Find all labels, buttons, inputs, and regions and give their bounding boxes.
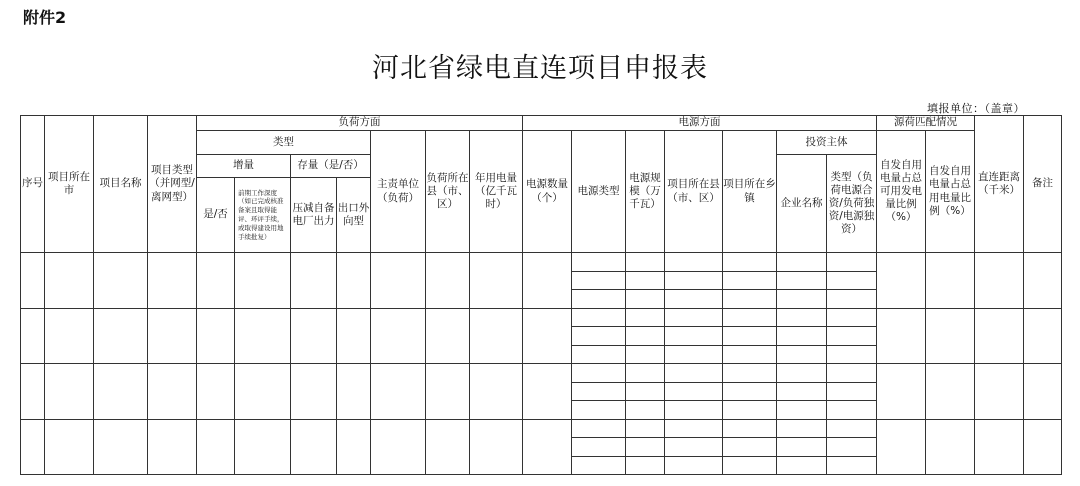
table-cell[interactable] (426, 308, 470, 364)
col-proj-town: 项目所在乡镇 (723, 131, 777, 253)
col-reduce-self: 压减自备电厂出力 (291, 178, 337, 253)
table-cell[interactable] (337, 364, 371, 420)
table-cell[interactable] (665, 253, 723, 272)
table-cell[interactable] (777, 290, 827, 309)
col-incremental: 增量 (197, 155, 291, 178)
table-cell[interactable] (1024, 419, 1062, 475)
table-cell[interactable] (665, 271, 723, 290)
col-ratio-gen: 自发自用电量占总可用发电量比例（%） (877, 131, 926, 253)
table-cell[interactable] (723, 419, 777, 438)
table-cell[interactable] (926, 253, 975, 309)
table-cell[interactable] (470, 419, 523, 475)
table-cell[interactable] (877, 364, 926, 420)
table-cell[interactable] (371, 253, 426, 309)
form-body (21, 253, 1062, 475)
table-cell[interactable] (572, 456, 626, 475)
table-cell[interactable] (371, 419, 426, 475)
table-cell[interactable] (975, 308, 1024, 364)
table-cell[interactable] (777, 456, 827, 475)
table-cell[interactable] (337, 419, 371, 475)
table-cell[interactable] (626, 419, 665, 438)
col-stock: 存量（是/否） (291, 155, 371, 178)
table-cell[interactable] (777, 345, 827, 364)
table-cell[interactable] (827, 271, 877, 290)
table-cell[interactable] (877, 419, 926, 475)
table-cell[interactable] (723, 327, 777, 346)
table-cell[interactable] (723, 308, 777, 327)
table-cell[interactable] (665, 419, 723, 438)
attachment-label: 附件2 (23, 8, 67, 27)
table-cell[interactable] (723, 253, 777, 272)
table-cell[interactable] (626, 456, 665, 475)
table-cell[interactable] (827, 308, 877, 327)
col-source-type: 电源类型 (572, 131, 626, 253)
table-cell[interactable] (723, 382, 777, 401)
table-cell[interactable] (371, 364, 426, 420)
table-cell[interactable] (572, 401, 626, 420)
form-title: 河北省绿电直连项目申报表 (372, 53, 708, 84)
table-cell[interactable] (21, 308, 45, 364)
table-cell[interactable] (827, 419, 877, 438)
table-cell[interactable] (523, 419, 572, 475)
table-cell[interactable] (426, 364, 470, 420)
table-cell[interactable] (572, 364, 626, 383)
table-cell[interactable] (572, 308, 626, 327)
table-row (21, 419, 1062, 438)
table-cell[interactable] (665, 382, 723, 401)
table-cell[interactable] (523, 308, 572, 364)
table-cell[interactable] (777, 364, 827, 383)
table-cell[interactable] (777, 438, 827, 457)
table-cell[interactable] (723, 345, 777, 364)
table-cell[interactable] (235, 419, 291, 475)
table-cell[interactable] (197, 308, 235, 364)
table-cell[interactable] (723, 271, 777, 290)
table-cell[interactable] (665, 345, 723, 364)
table-cell[interactable] (572, 253, 626, 272)
col-distance: 直连距离（千米） (975, 116, 1024, 253)
filling-unit-label: 填报单位：（盖章） (927, 102, 1025, 115)
table-cell[interactable] (723, 438, 777, 457)
table-cell[interactable] (626, 271, 665, 290)
table-cell[interactable] (723, 456, 777, 475)
table-cell[interactable] (777, 382, 827, 401)
table-cell[interactable] (1024, 253, 1062, 309)
table-cell[interactable] (723, 290, 777, 309)
table-cell[interactable] (291, 419, 337, 475)
table-cell[interactable] (94, 253, 148, 309)
table-cell[interactable] (777, 271, 827, 290)
table-row (21, 253, 1062, 272)
table-cell[interactable] (470, 364, 523, 420)
table-cell[interactable] (665, 327, 723, 346)
col-company-name: 企业名称 (777, 155, 827, 253)
table-cell[interactable] (45, 364, 94, 420)
table-cell[interactable] (665, 364, 723, 383)
table-cell[interactable] (626, 401, 665, 420)
group-source: 电源方面 (523, 116, 877, 131)
col-remarks: 备注 (1024, 116, 1062, 253)
table-cell[interactable] (626, 327, 665, 346)
table-cell[interactable] (572, 290, 626, 309)
table-cell[interactable] (626, 364, 665, 383)
table-cell[interactable] (148, 308, 197, 364)
col-type: 项目类型（并网型/离网型） (148, 116, 197, 253)
table-cell[interactable] (94, 308, 148, 364)
table-cell[interactable] (877, 308, 926, 364)
col-investor-type: 类型（负荷电源合资/负荷独资/电源独资） (827, 155, 877, 253)
table-cell[interactable] (827, 345, 877, 364)
table-cell[interactable] (626, 253, 665, 272)
table-cell[interactable] (1024, 308, 1062, 364)
col-ratio-use: 自发自用电量占总用电量比例（%） (926, 131, 975, 253)
table-cell[interactable] (337, 308, 371, 364)
table-cell[interactable] (877, 253, 926, 309)
table-cell[interactable] (777, 327, 827, 346)
col-responsible-unit: 主责单位（负荷） (371, 131, 426, 253)
table-row (21, 308, 1062, 327)
table-cell[interactable] (45, 419, 94, 475)
table-row (21, 364, 1062, 383)
col-category: 类型 (197, 131, 371, 155)
table-cell[interactable] (426, 253, 470, 309)
table-cell[interactable] (523, 253, 572, 309)
table-cell[interactable] (975, 253, 1024, 309)
table-cell[interactable] (827, 327, 877, 346)
table-cell[interactable] (926, 419, 975, 475)
table-cell[interactable] (45, 253, 94, 309)
table-cell[interactable] (235, 308, 291, 364)
table-cell[interactable] (975, 364, 1024, 420)
group-load: 负荷方面 (197, 116, 523, 131)
table-cell[interactable] (291, 253, 337, 309)
col-source-scale: 电源规模（万千瓦） (626, 131, 665, 253)
table-cell[interactable] (626, 345, 665, 364)
table-cell[interactable] (777, 253, 827, 272)
table-cell[interactable] (975, 419, 1024, 475)
table-cell[interactable] (827, 364, 877, 383)
table-cell[interactable] (572, 345, 626, 364)
table-cell[interactable] (235, 364, 291, 420)
table-cell[interactable] (665, 401, 723, 420)
group-match: 源荷匹配情况 (877, 116, 975, 131)
table-cell[interactable] (626, 382, 665, 401)
col-name: 项目名称 (94, 116, 148, 253)
table-cell[interactable] (665, 438, 723, 457)
table-cell[interactable] (572, 327, 626, 346)
table-cell[interactable] (371, 308, 426, 364)
col-investor: 投资主体 (777, 131, 877, 155)
table-cell[interactable] (665, 456, 723, 475)
col-yes-no: 是/否 (197, 178, 235, 253)
table-cell[interactable] (777, 401, 827, 420)
table-cell[interactable] (523, 364, 572, 420)
application-form-table (20, 115, 1062, 475)
table-cell[interactable] (148, 364, 197, 420)
table-cell[interactable] (572, 382, 626, 401)
table-cell[interactable] (827, 438, 877, 457)
table-cell[interactable] (148, 253, 197, 309)
table-cell[interactable] (197, 253, 235, 309)
table-cell[interactable] (21, 253, 45, 309)
col-annual-power: 年用电量（亿千瓦时） (470, 131, 523, 253)
table-cell[interactable] (197, 419, 235, 475)
table-cell[interactable] (626, 308, 665, 327)
col-seq: 序号 (21, 116, 45, 253)
table-cell[interactable] (572, 438, 626, 457)
table-cell[interactable] (45, 308, 94, 364)
table-cell[interactable] (665, 308, 723, 327)
col-city: 项目所在市 (45, 116, 94, 253)
table-cell[interactable] (626, 438, 665, 457)
col-proj-county: 项目所在县（市、区） (665, 131, 723, 253)
table-cell[interactable] (572, 419, 626, 438)
table-cell[interactable] (926, 308, 975, 364)
table-cell[interactable] (197, 364, 235, 420)
table-cell[interactable] (94, 364, 148, 420)
table-cell[interactable] (777, 308, 827, 327)
table-cell[interactable] (21, 364, 45, 420)
table-cell[interactable] (827, 290, 877, 309)
table-cell[interactable] (235, 253, 291, 309)
table-cell[interactable] (827, 401, 877, 420)
table-cell[interactable] (21, 419, 45, 475)
table-cell[interactable] (291, 308, 337, 364)
table-cell[interactable] (827, 456, 877, 475)
col-prelim-depth: 前期工作深度（如已完成核准备案且取得能评、环评手续，或取得建设用地手续批复） (235, 178, 291, 253)
table-cell[interactable] (827, 382, 877, 401)
table-cell[interactable] (723, 364, 777, 383)
table-cell[interactable] (426, 419, 470, 475)
table-cell[interactable] (626, 290, 665, 309)
table-cell[interactable] (777, 419, 827, 438)
table-cell[interactable] (94, 419, 148, 475)
table-cell[interactable] (291, 364, 337, 420)
table-cell[interactable] (827, 253, 877, 272)
col-load-county: 负荷所在县（市、区） (426, 131, 470, 253)
table-cell[interactable] (572, 271, 626, 290)
col-source-count: 电源数量（个） (523, 131, 572, 253)
table-cell[interactable] (1024, 364, 1062, 420)
table-cell[interactable] (148, 419, 197, 475)
col-export: 出口外向型 (337, 178, 371, 253)
table-cell[interactable] (926, 364, 975, 420)
table-cell[interactable] (470, 253, 523, 309)
table-cell[interactable] (470, 308, 523, 364)
table-cell[interactable] (723, 401, 777, 420)
table-cell[interactable] (337, 253, 371, 309)
table-cell[interactable] (665, 290, 723, 309)
